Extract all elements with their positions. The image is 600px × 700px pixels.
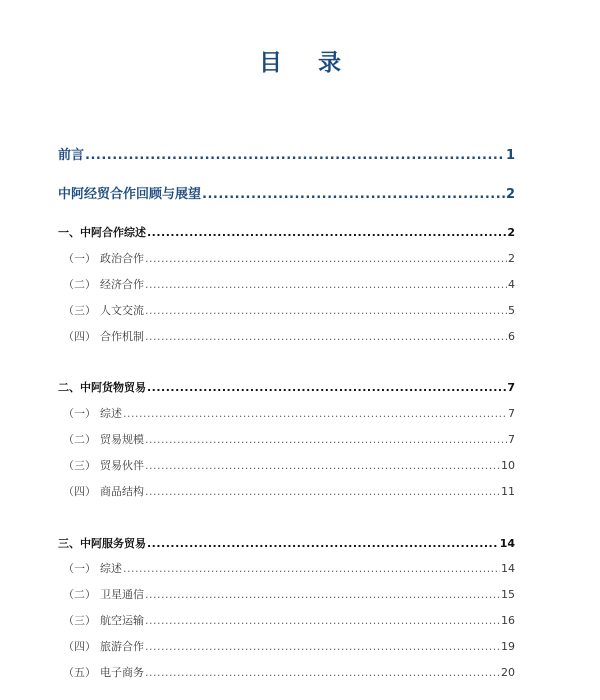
toc-entry-label: 人文交流 [100,304,144,317]
toc-section-1-4[interactable] [63,328,515,344]
toc-section-3-1[interactable] [63,560,515,576]
toc-entry-label: 综述 [100,407,122,420]
toc-entry-label: 贸易规模 [100,433,144,446]
toc-page-number: 14 [499,537,515,550]
toc-entry-label: 卫星通信 [100,588,144,601]
toc-section-2-2[interactable] [63,431,515,447]
toc-chapter-3[interactable] [58,535,515,551]
page-title: 目 录 [258,50,355,76]
toc-section-3-3[interactable] [63,612,515,628]
toc-section-2-1[interactable] [63,405,515,421]
toc-section-number: （四） [63,640,96,653]
toc-chapter-2[interactable] [58,379,515,395]
toc-entry-label: 综述 [100,562,122,575]
toc-section-1-3[interactable] [63,302,515,318]
toc-entry-label: 旅游合作 [100,640,144,653]
toc-page-number: 4 [508,278,515,291]
toc-entry-label: 合作机制 [100,330,144,343]
toc-section-number: （一） [63,407,96,420]
dot-leader [147,381,506,394]
toc-section-2-3[interactable] [63,457,515,473]
toc-entry-review[interactable] [58,183,515,202]
toc-page-number: 7 [508,433,515,446]
toc-section-3-2[interactable] [63,586,515,602]
dot-leader [123,562,500,575]
dot-leader [145,330,507,343]
dot-leader [145,666,500,679]
toc-page-number: 11 [501,485,515,498]
toc-entry-label: 三、中阿服务贸易 [58,537,146,550]
toc-section-number: （一） [63,252,96,265]
toc-entry-label: 电子商务 [100,666,144,679]
toc-entry-label: 政治合作 [100,252,144,265]
toc-page-number: 2 [507,226,515,239]
toc-chapter-1[interactable] [58,224,515,240]
toc-page-number: 1 [505,148,515,163]
dot-leader [147,226,506,239]
toc-page-number: 6 [508,330,515,343]
toc-section-1-1[interactable] [63,250,515,266]
toc-page-number: 2 [505,187,515,202]
toc-section-number: （二） [63,433,96,446]
toc-entry-label: 经济合作 [100,278,144,291]
toc-entry-label: 航空运输 [100,614,144,627]
toc-section-2-4[interactable] [63,483,515,499]
dot-leader [85,148,505,163]
toc-page-number: 5 [508,304,515,317]
toc-entry-label: 商品结构 [100,485,144,498]
dot-leader [145,459,500,472]
toc-entry-label: 贸易伙伴 [100,459,144,472]
toc-section-number: （三） [63,459,96,472]
toc-section-number: （四） [63,485,96,498]
toc-entry-label: 一、中阿合作综述 [58,226,146,239]
toc-entry-label: 二、中阿货物贸易 [58,381,146,394]
toc-section-3-5[interactable] [63,664,515,680]
toc-section-1-2[interactable] [63,276,515,292]
toc-page-number: 2 [508,252,515,265]
toc-section-number: （五） [63,666,96,679]
toc-page-number: 7 [508,407,515,420]
toc-entry-label: 前言 [58,148,85,163]
dot-leader [145,485,500,498]
toc-page-number: 15 [501,588,515,601]
dot-leader [147,537,499,550]
dot-leader [145,252,507,265]
dot-leader [145,588,500,601]
dot-leader [202,187,505,202]
toc-section-number: （一） [63,562,96,575]
dot-leader [123,407,507,420]
dot-leader [145,640,500,653]
toc-page-number: 20 [501,666,515,679]
toc-section-number: （四） [63,330,96,343]
toc-section-number: （三） [63,614,96,627]
toc-section-3-4[interactable] [63,638,515,654]
toc-section-number: （二） [63,278,96,291]
toc-page-number: 10 [501,459,515,472]
toc-page-number: 14 [501,562,515,575]
toc-page-number: 7 [507,381,515,394]
toc-entry-label: 中阿经贸合作回顾与展望 [58,187,202,202]
toc-page-number: 19 [501,640,515,653]
dot-leader [145,614,500,627]
toc-section-number: （二） [63,588,96,601]
toc-entry-preface[interactable] [58,144,515,163]
dot-leader [145,304,507,317]
toc-section-number: （三） [63,304,96,317]
dot-leader [145,278,507,291]
dot-leader [145,433,507,446]
toc-page-number: 16 [501,614,515,627]
